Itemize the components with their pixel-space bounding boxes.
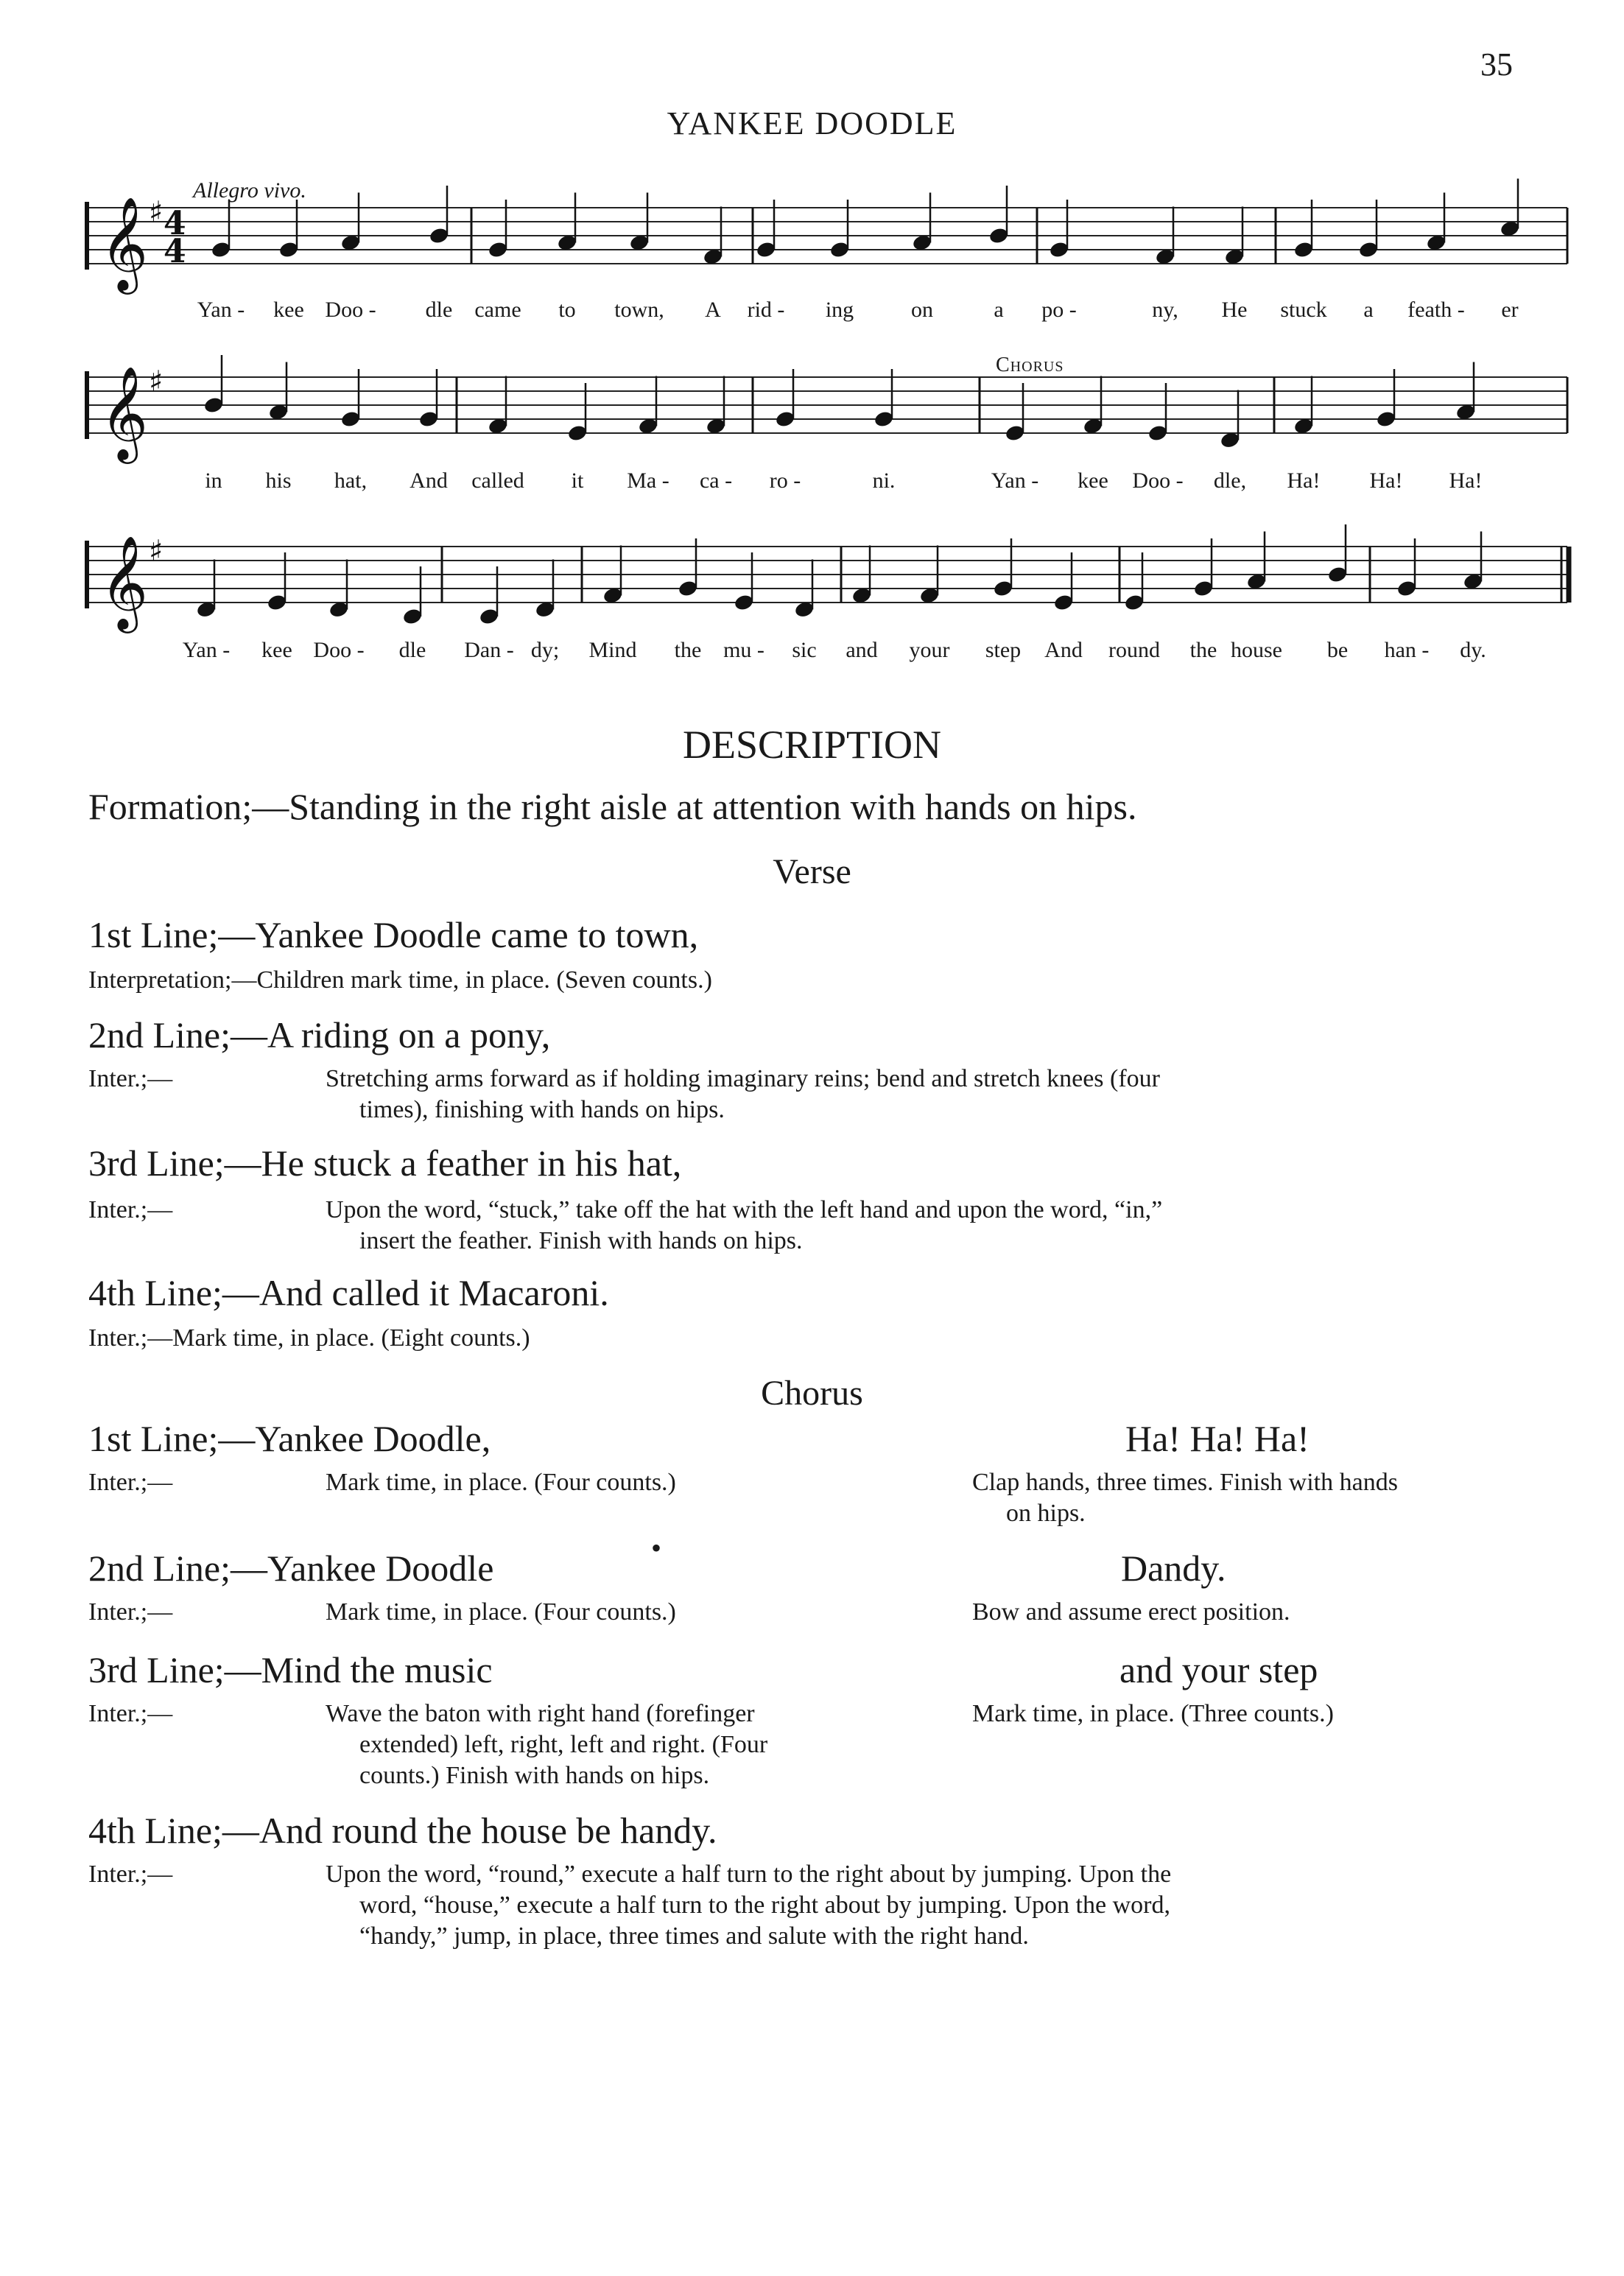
- text-line: times), finishing with hands on hips.: [359, 1096, 725, 1123]
- chorus-line-1: 1st Line;—Yankee Doodle,: [88, 1418, 491, 1459]
- lyric-syllable: in: [205, 468, 222, 493]
- lyric-syllable: kee: [1078, 468, 1108, 493]
- lyric-syllable: po -: [1041, 298, 1077, 322]
- description-heading: DESCRIPTION: [682, 723, 942, 767]
- verse-line-2-interpretation: [326, 1064, 1567, 1125]
- lyric-syllable: stuck: [1280, 298, 1327, 322]
- lyric-syllable: Doo -: [1132, 468, 1184, 493]
- verse-line-2: 2nd Line;—A riding on a pony,: [88, 1014, 551, 1056]
- chorus-line-2-right-interpretation: Bow and assume erect position.: [972, 1598, 1290, 1626]
- key-signature-sharp: ♯: [149, 365, 164, 399]
- treble-clef: 𝄞: [100, 365, 149, 460]
- lyric-syllable: round: [1108, 638, 1160, 662]
- chorus-line-3: 3rd Line;—Mind the music: [88, 1649, 493, 1690]
- chorus-line-2-label: Inter.;—: [88, 1598, 173, 1626]
- lyric-syllable: rid -: [747, 298, 785, 322]
- verse-heading: Verse: [773, 852, 851, 891]
- lyric-syllable: mu -: [723, 638, 764, 662]
- chorus-line-3-right-interpretation: Mark time, in place. (Three counts.): [972, 1700, 1334, 1727]
- lyric-syllable: kee: [273, 298, 304, 322]
- lyric-syllable: a: [1363, 298, 1374, 322]
- lyric-syllable: ny,: [1152, 298, 1178, 322]
- verse-line-1: 1st Line;—Yankee Doodle came to town,: [88, 914, 699, 955]
- lyric-syllable: dy.: [1460, 638, 1486, 662]
- lyric-syllable: the: [674, 638, 702, 662]
- lyric-syllable: Mind: [588, 638, 637, 662]
- lyric-syllable: Dan -: [464, 638, 514, 662]
- lyric-syllable: Ha!: [1369, 468, 1403, 493]
- chorus-line-1-interpretation: Mark time, in place. (Four counts.): [326, 1469, 676, 1496]
- lyric-syllable: called: [471, 468, 524, 493]
- lyric-syllable: Doo -: [313, 638, 365, 662]
- lyric-syllable: Ha!: [1287, 468, 1321, 493]
- lyric-syllable: ni.: [872, 468, 896, 493]
- chorus-line-1-label: Inter.;—: [88, 1469, 173, 1496]
- lyric-syllable: And: [1044, 638, 1083, 662]
- verse-line-2-label: Inter.;—: [88, 1065, 173, 1092]
- treble-clef: 𝄞: [100, 535, 149, 629]
- lyric-syllable: Yan -: [991, 468, 1039, 493]
- verse-line-1-interpretation: Interpretation;—Children mark time, in place. (Seven counts.): [88, 966, 712, 994]
- lyric-syllable: Ha!: [1449, 468, 1483, 493]
- chorus-heading: Chorus: [761, 1374, 863, 1413]
- verse-line-3-interpretation: [326, 1195, 1567, 1257]
- lyric-syllable: Doo -: [325, 298, 376, 322]
- lyric-syllable: be: [1326, 638, 1349, 662]
- lyric-syllable: step: [985, 638, 1022, 662]
- lyric-syllable: came: [474, 298, 521, 322]
- song-title: YANKEE DOODLE: [667, 105, 957, 141]
- text-line: insert the feather. Finish with hands on hips.: [359, 1227, 803, 1254]
- staff-1: [87, 208, 1567, 264]
- lyric-syllable: dle: [398, 638, 426, 662]
- lyric-syllable: and: [846, 638, 878, 662]
- page-number: 35: [1480, 46, 1513, 82]
- tempo-marking: Allegro vivo.: [193, 178, 306, 203]
- lyric-syllable: Yan -: [182, 638, 231, 662]
- text-line: Clap hands, three times. Finish with hands: [972, 1469, 1398, 1496]
- chorus-line-4-interpretation: [326, 1859, 1567, 1952]
- lyric-syllable: his: [265, 468, 292, 493]
- verse-line-4: 4th Line;—And called it Macaroni.: [88, 1272, 609, 1313]
- lyric-syllable: Ma -: [627, 468, 669, 493]
- chorus-line-2-right-heading: Dandy.: [1121, 1548, 1226, 1589]
- lyric-syllable: the: [1189, 638, 1217, 662]
- lyric-syllable: er: [1501, 298, 1519, 322]
- lyric-syllable: house: [1231, 638, 1282, 662]
- lyric-syllable: dle,: [1213, 468, 1247, 493]
- formation-text: Formation;—Standing in the right aisle at attention with hands on hips.: [88, 786, 1137, 827]
- chorus-line-2: 2nd Line;—Yankee Doodle: [88, 1548, 494, 1589]
- chorus-line-2-interpretation: Mark time, in place. (Four counts.): [326, 1598, 676, 1626]
- lyric-syllable: feath -: [1407, 298, 1465, 322]
- chorus-line-1-right-heading: Ha! Ha! Ha!: [1125, 1418, 1310, 1459]
- chorus-line-3-label: Inter.;—: [88, 1700, 173, 1727]
- lyric-syllable: hat,: [334, 468, 368, 493]
- time-signature-top: 4: [164, 205, 186, 242]
- lyric-syllable: He: [1221, 298, 1248, 322]
- text-line: Wave the baton with right hand (forefinger: [326, 1700, 755, 1727]
- text-line: extended) left, right, left and right. (Four: [359, 1731, 768, 1758]
- ink-speck: •: [651, 1531, 662, 1564]
- lyric-syllable: dy;: [530, 638, 560, 662]
- time-signature-bottom: 4: [164, 233, 186, 270]
- lyric-syllable: ca -: [699, 468, 733, 493]
- lyric-syllable: to: [558, 298, 576, 322]
- key-signature-sharp: ♯: [149, 195, 164, 230]
- lyric-syllable: And: [409, 468, 448, 493]
- lyric-syllable: a: [994, 298, 1004, 322]
- verse-line-4-interpretation: Inter.;—Mark time, in place. (Eight counts.): [88, 1324, 530, 1352]
- lyric-syllable: A: [705, 298, 721, 322]
- clefs: [100, 196, 186, 634]
- text-line: “handy,” jump, in place, three times and salute with the right hand.: [359, 1922, 1029, 1950]
- text-line: Upon the word, “round,” execute a half turn to the right about by jumping. Upon the: [326, 1861, 1172, 1888]
- lyric-syllable: ing: [825, 298, 854, 322]
- chorus-line-3-right-heading: and your step: [1119, 1649, 1318, 1690]
- verse-line-3-label: Inter.;—: [88, 1196, 173, 1223]
- staff-2: [87, 377, 1567, 433]
- chorus-line-1-right-interpretation: [972, 1467, 1576, 1529]
- chorus-marker: Chorus: [996, 354, 1064, 376]
- lyric-syllable: han -: [1384, 638, 1430, 662]
- text-line: word, “house,” execute a half turn to the right about by jumping. Upon the word,: [359, 1892, 1170, 1919]
- key-signature-sharp: ♯: [149, 534, 164, 569]
- lyric-syllable: ro -: [769, 468, 801, 493]
- text-line: Stretching arms forward as if holding imaginary reins; bend and stretch knees (four: [326, 1065, 1161, 1092]
- lyric-syllable: Yan -: [197, 298, 245, 322]
- lyric-syllable: it: [571, 468, 584, 493]
- text-line: Upon the word, “stuck,” take off the hat with the left hand and upon the word, “in,”: [326, 1196, 1163, 1223]
- lyric-syllable: kee: [261, 638, 292, 662]
- chorus-line-4-label: Inter.;—: [88, 1861, 173, 1888]
- chorus-line-3-interpretation: [326, 1699, 929, 1791]
- verse-line-3: 3rd Line;—He stuck a feather in his hat,: [88, 1142, 682, 1184]
- notes: [196, 179, 1521, 626]
- lyric-syllable: town,: [614, 298, 664, 322]
- text-line: on hips.: [1006, 1500, 1086, 1527]
- lyric-syllable: on: [911, 298, 933, 322]
- chorus-line-4: 4th Line;—And round the house be handy.: [88, 1810, 717, 1851]
- lyric-syllable: dle: [425, 298, 453, 322]
- treble-clef: 𝄞: [100, 196, 149, 290]
- text-line: counts.) Finish with hands on hips.: [359, 1762, 710, 1789]
- lyric-syllable: sic: [792, 638, 817, 662]
- lyric-syllable: your: [909, 638, 950, 662]
